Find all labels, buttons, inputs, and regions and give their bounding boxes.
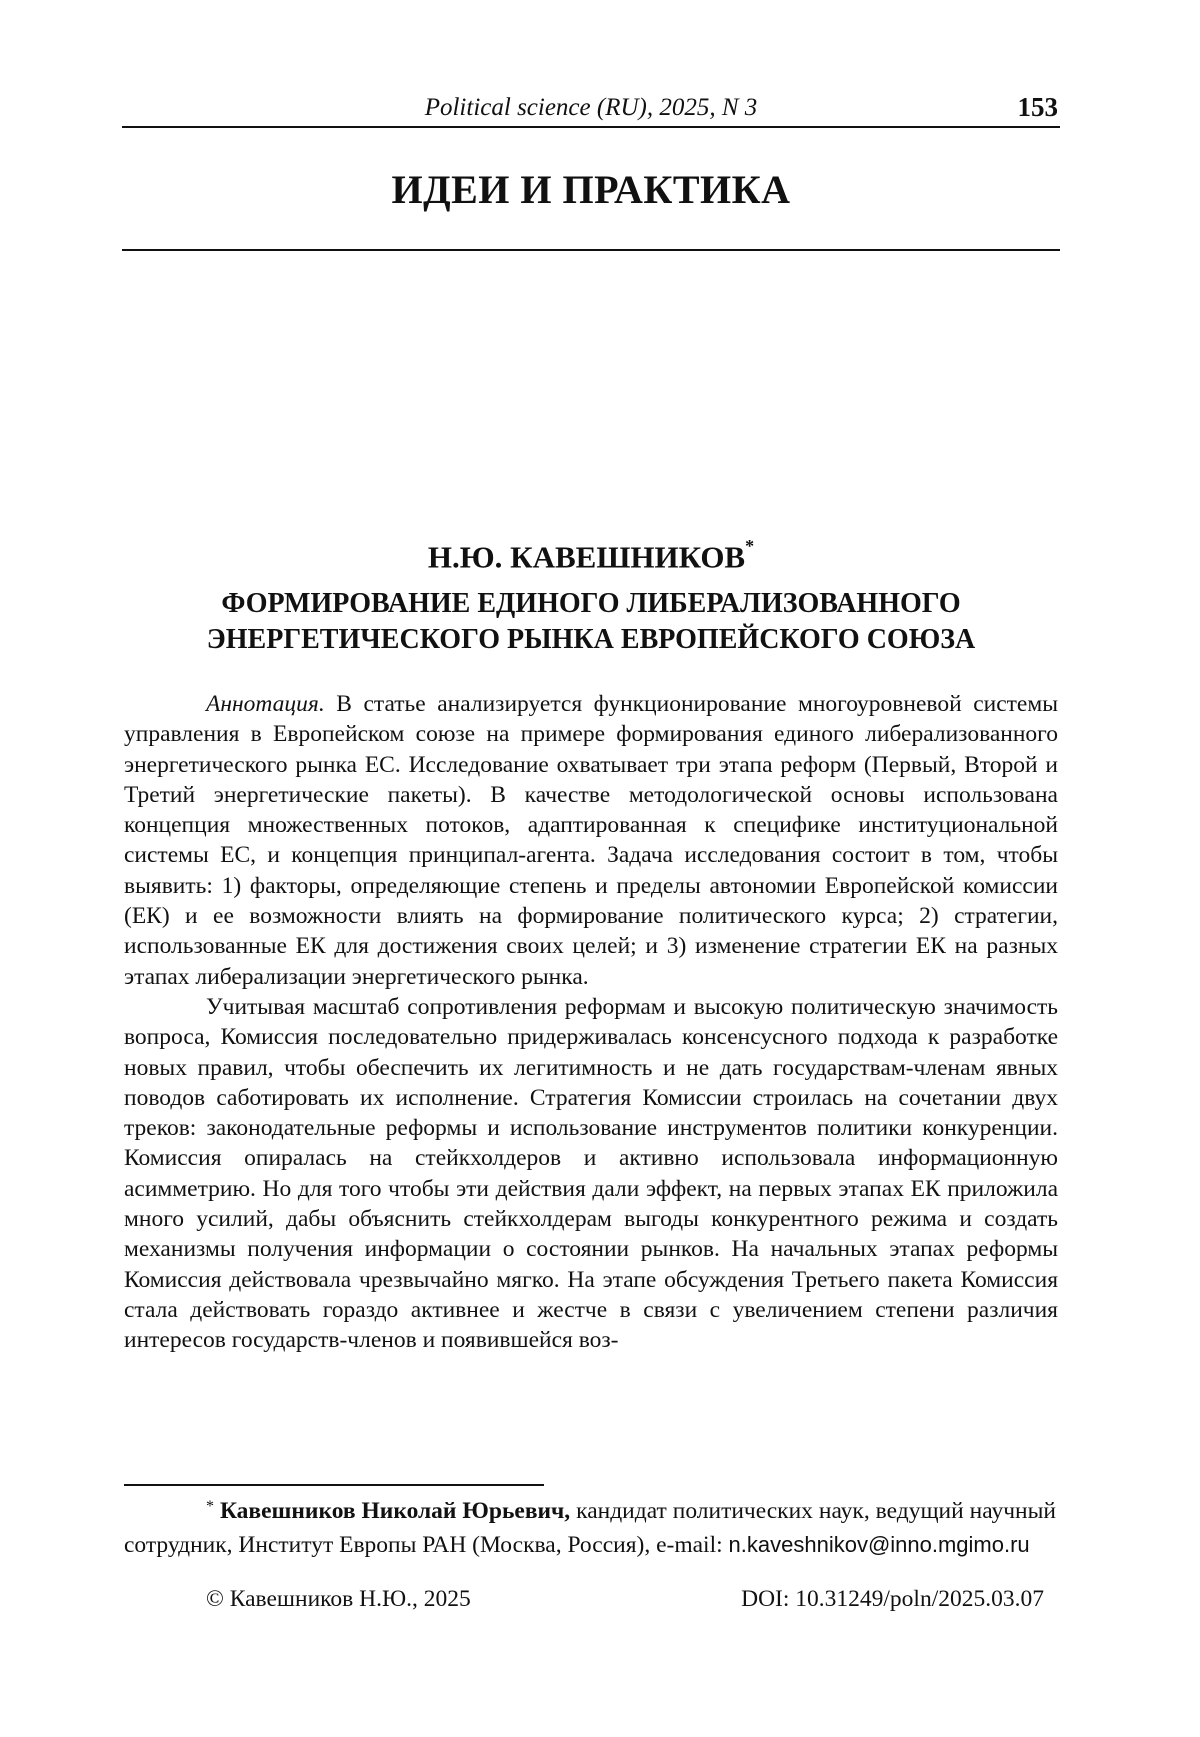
author-name-text: Н.Ю. КАВЕШНИКОВ: [428, 539, 745, 574]
article-title-line-1: ФОРМИРОВАНИЕ ЕДИНОГО ЛИБЕРАЛИЗОВАННОГО: [122, 586, 1060, 622]
article-title-line-2: ЭНЕРГЕТИЧЕСКОГО РЫНКА ЕВРОПЕЙСКОГО СОЮЗА: [122, 622, 1060, 658]
section-title: ИДЕИ И ПРАКТИКА: [122, 166, 1060, 214]
author-footnote-paragraph: [124, 1496, 1056, 1561]
running-header: [122, 92, 1060, 128]
abstract-label: Аннотация.: [206, 691, 325, 717]
journal-name: Political science (RU), 2025, N 3: [122, 92, 1060, 124]
footnote-email: n.kaveshnikov@inno.mgimo.ru: [729, 1532, 1030, 1557]
abstract-paragraph-1: [124, 689, 1058, 992]
abstract-paragraph-2: Учитывая масштаб сопротивления реформам и высокую политическую значимость вопроса, Комиссия последовательно придерживалась консенсусного подхода к разработке новых правил, чтобы обеспечить их легитимность и не дать государствам-членам явных поводов саботировать их исполнение. Стратегия Комиссии строилась на сочетании двух треков: законодательные реформы и использование инструментов политики конкуренции. Комиссия опиралась на стейкхолдеров и активно использовала информационную асимметрию. Но для того чтобы эти действия дали эффект, на первых этапах ЕК приложила много усилий, дабы объяснить стейкхолдерам выгоды конкурентного режима и создать механизмы получения информации о состоянии рынков. На начальных этапах реформы Комиссия действовала чрезвычайно мягко. На этапе обсуждения Третьего пакета Комиссия стала действовать гораздо активнее и жестче в связи с увеличением степени различия интересов государств-членов и появившейся воз-: [124, 992, 1058, 1356]
abstract: [124, 689, 1058, 1356]
copyright-line: [124, 1583, 1056, 1615]
author-footnote: [124, 1496, 1056, 1561]
doi: DOI: 10.31249/poln/2025.03.07: [741, 1583, 1044, 1615]
page-number: 153: [1018, 90, 1059, 124]
journal-page: [0, 0, 1200, 1737]
author-name: [122, 530, 1060, 577]
footnote-mark: *: [206, 1498, 214, 1515]
article-title: [122, 586, 1060, 658]
footnote-author-details: кандидат политических наук, ведущий научный сотрудник, Институт Европы РАН (Москва, Россия), e-mail:: [124, 1498, 1056, 1558]
footnote-author-name: Кавешников Николай Юрьевич,: [220, 1498, 570, 1524]
copyright: © Кавешников Н.Ю., 2025: [206, 1583, 471, 1615]
author-footnote-mark: *: [745, 536, 754, 556]
footnote-divider: [124, 1484, 544, 1486]
abstract-paragraph-1-text: В статье анализируется функционирование многоуровневой системы управления в Европейском союзе на примере формирования единого либерализованного энергетического рынка ЕС. Исследование охватывает три этапа реформ (Первый, Второй и Третий энергетические пакеты). В качестве методологической основы использована концепция множественных потоков, адаптированная к специфике институциональной системы ЕС, и концепция принципал-агента. Задача исследования состоит в том, чтобы выявить: 1) факторы, определяющие степень и пределы автономии Европейской комиссии (ЕК) и ее возможности влиять на формирование политического курса; 2) стратегии, использованные ЕК для достижения своих целей; и 3) изменение стратегии ЕК на разных этапах либерализации энергетического рынка.: [124, 691, 1058, 990]
section-divider: [122, 249, 1060, 251]
